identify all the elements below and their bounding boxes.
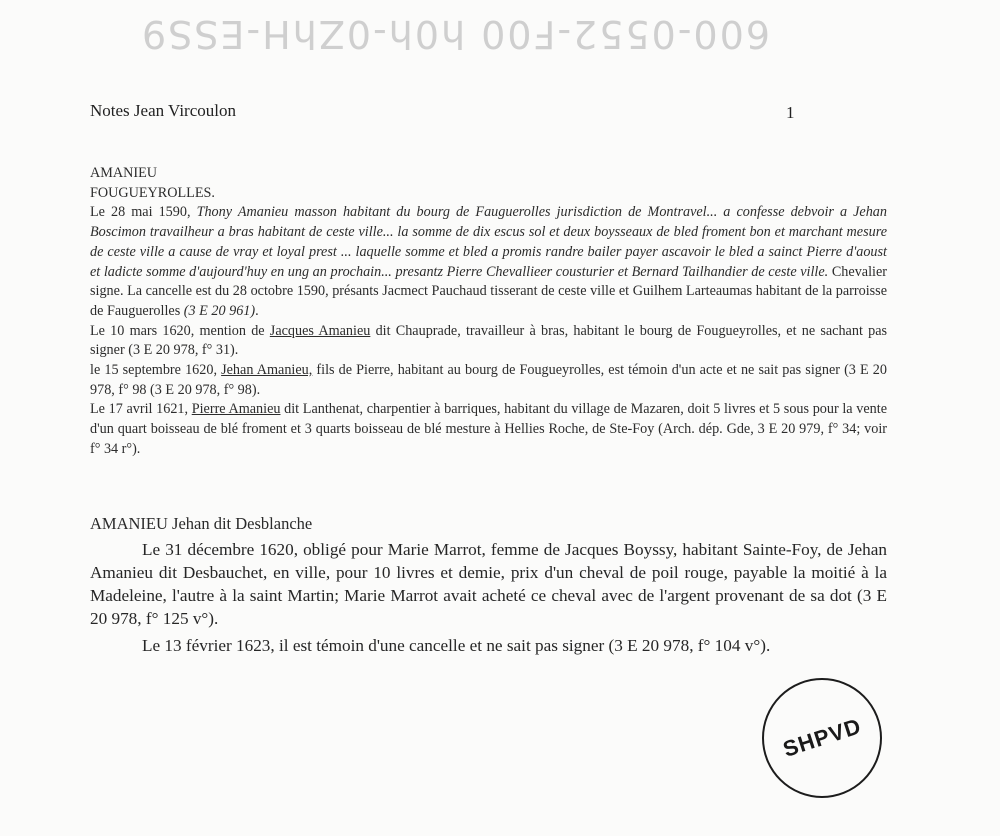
entry-text: dit Lanthenat, charpentier à barriques, habitant du village de Mazaren, doit 5 livres et 5 sous pour la vente d'un quart boisseau de blé froment et 3 quarts boisseau de blé mesture à Hellies Roche, de Ste-Foy (Arch. dép. Gde, 3 E 20 979, f° 34; voir f° 34 r°). (90, 401, 887, 457)
section-title-jehan: AMANIEU Jehan dit Desblanche (90, 514, 313, 533)
entry-1623-february: Le 13 février 1623, il est témoin d'une cancelle et ne sait pas signer (3 E 20 978, f° 104 v°). (142, 636, 771, 655)
entry-date: le 15 septembre 1620, (90, 362, 222, 379)
person-name: Pierre Amanieu (191, 401, 281, 418)
page-number: 1 (786, 103, 795, 122)
shpvd-stamp (762, 678, 882, 798)
section-heading-surname: AMANIEU (90, 165, 157, 181)
entry-1621-april (90, 400, 887, 459)
entry-date: Le 17 avril 1621, (90, 401, 192, 418)
entry-punct: . (255, 302, 259, 319)
entry-text: Chevalier signe. La cancelle est du 28 octobre 1590, présants Jacmect Pauchaud tisserant de ceste ville et Guilhem Larteaumas habitant de la parroisse de Fauguerolles (90, 263, 887, 319)
section-jehan-desblanche (90, 538, 887, 657)
entry-date: Le 28 mai 1590, (90, 204, 197, 221)
entry-date: Le 10 mars 1620, mention de (90, 322, 270, 339)
section-heading-place: FOUGUEYROLLES. (90, 184, 215, 201)
entry-text: fils de Pierre, habitant au bourg de Fougueyrolles, est témoin d'un acte et ne sait pas signer (3 E 20 978, f° 98 (3 E 20 978, f° 98). (90, 362, 887, 398)
person-name: Jehan Amanieu, (221, 362, 313, 379)
stamp-label: SHPVD (779, 713, 865, 762)
quoted-transcription: Thony Amanieu masson habitant du bourg de Fauguerolles jurisdiction de Montravel... a confesse debvoir a Jehan Boscimon travailheur a bras habitant de ceste ville... la somme de dix escus sol et deux boysseaux de bled froment bon et marchant mesure de ceste ville a cause de vray et loyal prest ... laquelle somme et bled a promis randre bailer payer ascavoir le bled a sainct Pierre d'aoust et ladicte somme d'aujourd'huy en ung an prochain... presantz Pierre Chevallieer cousturier et Bernard Tailhandier de ceste ville. (90, 204, 887, 280)
entry-1590 (90, 203, 887, 321)
entry-1620-september (90, 361, 887, 400)
person-name: Jacques Amanieu (269, 322, 371, 339)
entry-1620-december: Le 31 décembre 1620, obligé pour Marie Marrot, femme de Jacques Boyssy, habitant Sainte-Foy, de Jehan Amanieu dit Desbauchet, en ville, pour 10 livres et demie, prix d'un cheval de poil rouge, payable la moitié à la Madeleine, l'autre à la saint Martin; Marie Marrot avait acheté ce cheval avec de l'argent provenant de sa dot (3 E 20 978, f° 125 v°). (90, 540, 887, 628)
entry-1620-march (90, 322, 887, 361)
handwritten-reference: 600-0552-F00 h0h-0ZhH-ESS9 (140, 12, 771, 56)
archive-reference: (3 E 20 961) (183, 302, 256, 319)
section-amanieu-fougueyrolles (90, 164, 887, 460)
entry-text: dit Chauprade, travailleur à bras, habitant le bourg de Fougueyrolles, et ne sachant pas signer (3 E 20 978, f° 31). (90, 322, 888, 359)
document-title: Notes Jean Vircoulon (90, 101, 236, 120)
